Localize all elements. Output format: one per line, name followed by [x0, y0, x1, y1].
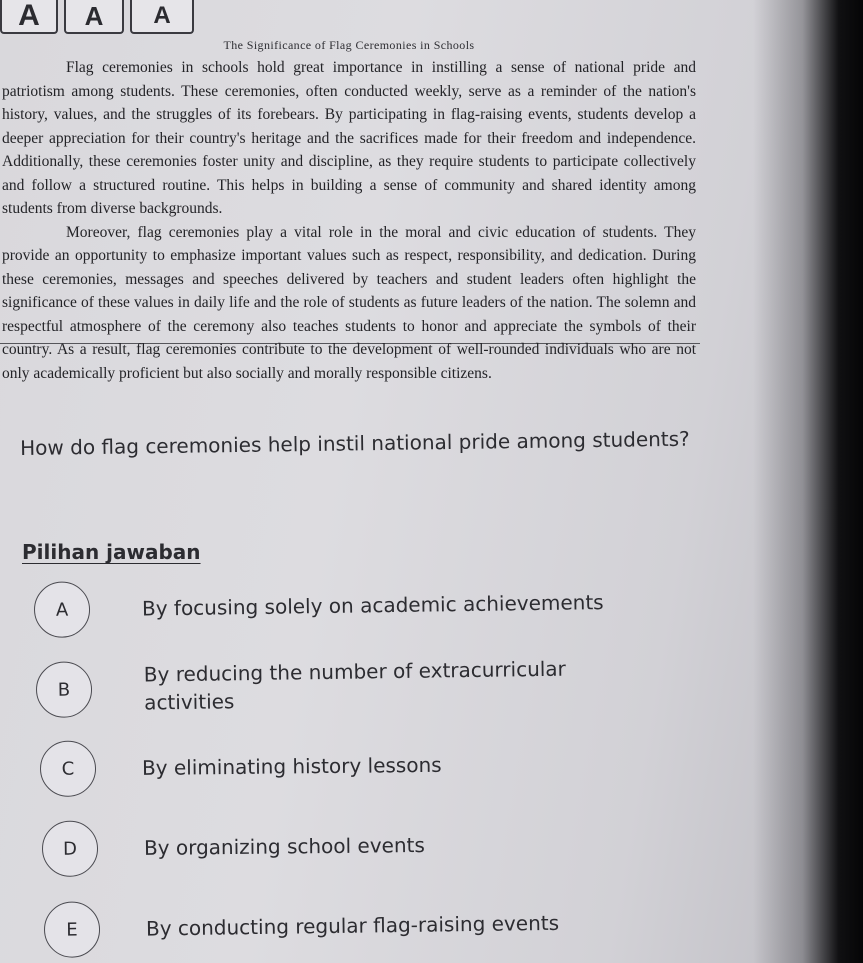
font-size-medium-button[interactable]: A: [64, 0, 124, 34]
option-c-radio[interactable]: C: [40, 740, 97, 797]
answer-option-c[interactable]: [40, 735, 613, 797]
option-c-label[interactable]: By eliminating history lessons: [141, 752, 442, 780]
option-b-label[interactable]: By reducing the number of extracurricular activities: [143, 656, 566, 715]
answer-choices-heading: Pilihan jawaban: [22, 540, 201, 564]
question-text: How do flag ceremonies help instil national pride among students?: [20, 426, 690, 460]
answer-option-a[interactable]: [34, 574, 613, 638]
font-size-small-button[interactable]: A: [130, 0, 194, 34]
answer-option-d[interactable]: [42, 815, 615, 877]
option-d-label[interactable]: By organizing school events: [143, 832, 425, 860]
passage-paragraph-1: Flag ceremonies in schools hold great importance in instilling a sense of national pride and patriotism among students. These ceremonies, often conducted weekly, serve as a reminder of the nation's history, values, and the struggles of its forebears. By participating in flag-raising events, students develop a deeper appreciation for their country's heritage and the sacrifices made for their freedom and independence. Additionally, these ceremonies foster unity and discipline, as they require students to participate collectively and follow a structured routine. This helps in building a sense of community and shared identity among students from diverse backgrounds.: [2, 59, 696, 217]
reading-passage: [0, 38, 700, 382]
option-a-label[interactable]: By focusing solely on academic achievements: [141, 590, 604, 621]
answer-option-e[interactable]: [44, 894, 617, 958]
option-e-radio[interactable]: E: [44, 901, 101, 958]
option-d-radio[interactable]: D: [42, 820, 99, 877]
font-size-large-button[interactable]: A: [0, 0, 58, 34]
screen-edge-shadow: [753, 0, 863, 963]
passage-paragraph-2: Moreover, flag ceremonies play a vital role in the moral and civic education of students. They provide an opportunity to emphasize important values such as respect, responsibility, and dedication. During these ceremonies, messages and speeches delivered by teachers and student leaders often highlight the significance of these values in daily life and the role of students as future leaders of the nation. The solemn and respectful atmosphere of the ceremony also teaches students to honor and appreciate the symbols of their country. As a result, flag ceremonies contribute to the development of well-rounded individuals who are not only academically proficient but also socially and morally responsible citizens.: [2, 223, 696, 382]
option-e-label[interactable]: By conducting regular flag-raising events: [145, 910, 560, 941]
answer-option-b[interactable]: [36, 654, 615, 718]
font-size-controls: [0, 0, 194, 34]
option-b-radio[interactable]: B: [36, 661, 93, 718]
option-a-radio[interactable]: A: [34, 581, 91, 638]
passage-title: The Significance of Flag Ceremonies in Schools: [223, 38, 475, 52]
